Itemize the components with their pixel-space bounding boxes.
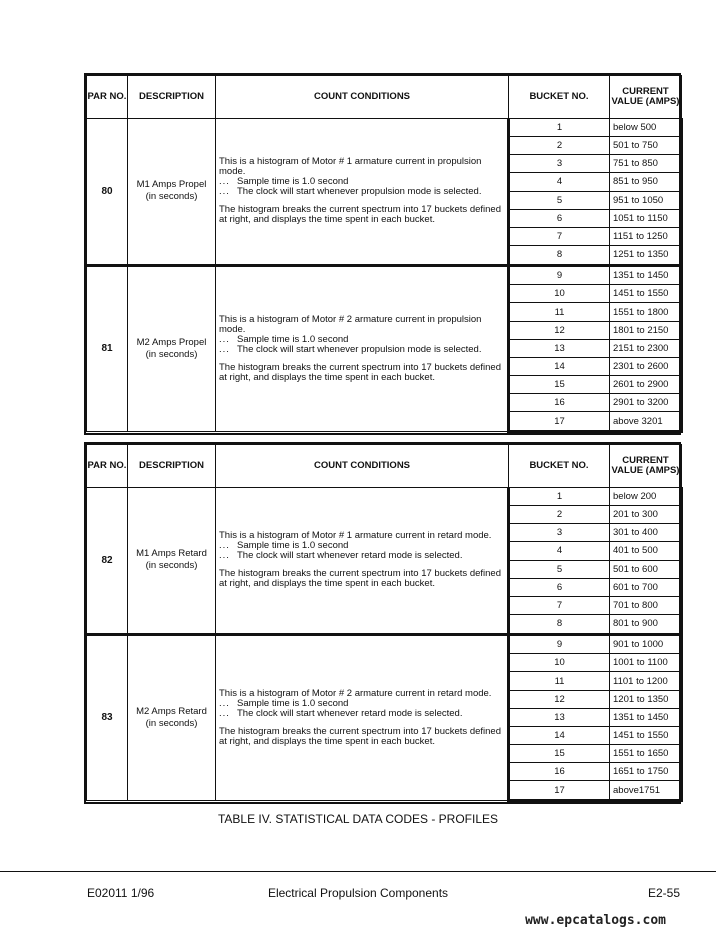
bucket-number: 6 <box>509 209 610 227</box>
bullet-marker: ... <box>219 697 230 709</box>
bullet-marker: ... <box>219 550 230 562</box>
current-value: 1451 to 1550 <box>610 726 682 744</box>
bucket-number: 11 <box>509 303 610 321</box>
bucket-number: 12 <box>509 321 610 339</box>
condition-description: The histogram breaks the current spectrum into 17 buckets defined at right, and displays the time spent in each bucket. <box>219 725 501 747</box>
bullet-marker: ... <box>219 176 230 188</box>
bucket-number: 3 <box>509 524 610 542</box>
description-cell <box>128 488 216 635</box>
current-value: 1151 to 1250 <box>610 227 682 245</box>
footer-document-code: E02011 1/96 <box>87 886 155 900</box>
table-body <box>87 488 682 801</box>
header-count-conditions: COUNT CONDITIONS <box>216 445 509 488</box>
current-value: 1351 to 1450 <box>610 265 682 285</box>
description-unit: (in seconds) <box>145 717 198 729</box>
condition-intro: This is a histogram of Motor # 2 armature current in retard mode. <box>219 687 492 699</box>
bucket-number: 2 <box>509 137 610 155</box>
condition-bullet: ... Sample time is 1.0 second <box>219 176 349 188</box>
condition-intro: This is a histogram of Motor # 2 armature current in propulsion mode. <box>219 313 482 335</box>
footer-page-number: E2-55 <box>647 886 680 900</box>
bucket-number: 11 <box>509 672 610 690</box>
description-name: M2 Amps Retard <box>136 705 207 717</box>
bucket-number: 16 <box>509 394 610 412</box>
description-name: M1 Amps Propel <box>136 179 207 191</box>
par-number: 80 <box>87 119 128 266</box>
bullet-marker: ... <box>219 186 230 198</box>
condition-description: The histogram breaks the current spectrum into 17 buckets defined at right, and displays the time spent in each bucket. <box>219 204 501 226</box>
header-count-conditions: COUNT CONDITIONS <box>216 76 509 119</box>
bucket-number: 7 <box>509 227 610 245</box>
footer-title: Electrical Propulsion Components <box>267 886 449 900</box>
current-value: 601 to 700 <box>610 578 682 596</box>
current-value: above1751 <box>610 781 682 801</box>
current-value: 1051 to 1150 <box>610 209 682 227</box>
bucket-number: 16 <box>509 763 610 781</box>
bucket-number: 12 <box>509 690 610 708</box>
description-cell <box>128 265 216 431</box>
header-description: DESCRIPTION <box>128 445 216 488</box>
count-conditions-cell <box>216 119 509 266</box>
bucket-number: 10 <box>509 654 610 672</box>
profiles-table-2 <box>84 442 681 804</box>
condition-intro: This is a histogram of Motor # 1 armature current in retard mode. <box>219 530 492 542</box>
table-body <box>87 119 682 432</box>
condition-bullet: ... The clock will start whenever propulsion mode is selected. <box>219 186 482 198</box>
bucket-number: 14 <box>509 357 610 375</box>
table-row <box>87 119 682 137</box>
current-value: 2301 to 2600 <box>610 357 682 375</box>
header-bucket-no: BUCKET NO. <box>509 76 610 119</box>
bucket-number: 9 <box>509 265 610 285</box>
current-value: 1201 to 1350 <box>610 690 682 708</box>
current-value: 2151 to 2300 <box>610 339 682 357</box>
bucket-number: 5 <box>509 191 610 209</box>
condition-bullet: ... The clock will start whenever retard mode is selected. <box>219 550 463 562</box>
bucket-number: 8 <box>509 245 610 265</box>
current-value: 1551 to 1650 <box>610 745 682 763</box>
current-value: 401 to 500 <box>610 542 682 560</box>
current-value: 201 to 300 <box>610 506 682 524</box>
bucket-number: 7 <box>509 596 610 614</box>
bullet-marker: ... <box>219 333 230 345</box>
condition-description: The histogram breaks the current spectrum into 17 buckets defined at right, and displays the time spent in each bucket. <box>219 568 501 590</box>
current-value: 1101 to 1200 <box>610 672 682 690</box>
current-value: 751 to 850 <box>610 155 682 173</box>
current-value: 1651 to 1750 <box>610 763 682 781</box>
header-par: PAR NO. <box>87 76 128 119</box>
bucket-number: 10 <box>509 285 610 303</box>
condition-description: The histogram breaks the current spectrum into 17 buckets defined at right, and displays the time spent in each bucket. <box>219 361 501 383</box>
current-value: 501 to 750 <box>610 137 682 155</box>
bucket-number: 5 <box>509 560 610 578</box>
bucket-number: 4 <box>509 542 610 560</box>
current-value: below 200 <box>610 488 682 506</box>
bullet-marker: ... <box>219 707 230 719</box>
current-value: 2601 to 2900 <box>610 376 682 394</box>
bucket-number: 17 <box>509 412 610 432</box>
current-value: 1351 to 1450 <box>610 708 682 726</box>
bucket-number: 9 <box>509 634 610 654</box>
bucket-number: 17 <box>509 781 610 801</box>
current-value: 2901 to 3200 <box>610 394 682 412</box>
bucket-number: 13 <box>509 339 610 357</box>
current-value: 701 to 800 <box>610 596 682 614</box>
header-description: DESCRIPTION <box>128 76 216 119</box>
description-unit: (in seconds) <box>145 560 198 572</box>
count-conditions-cell <box>216 265 509 431</box>
description-cell <box>128 634 216 800</box>
bullet-marker: ... <box>219 540 230 552</box>
bucket-number: 4 <box>509 173 610 191</box>
condition-bullet: ... Sample time is 1.0 second <box>219 540 349 552</box>
bucket-number: 15 <box>509 376 610 394</box>
current-value: 801 to 900 <box>610 614 682 634</box>
condition-bullet: ... The clock will start whenever propulsion mode is selected. <box>219 343 482 355</box>
condition-intro: This is a histogram of Motor # 1 armature current in propulsion mode. <box>219 156 482 178</box>
table-header-row <box>87 76 682 119</box>
table-caption: TABLE IV. STATISTICAL DATA CODES - PROFILES <box>217 812 499 826</box>
footer-divider <box>0 871 716 872</box>
bucket-number: 2 <box>509 506 610 524</box>
bucket-number: 1 <box>509 119 610 137</box>
par-number: 81 <box>87 265 128 431</box>
current-value: 951 to 1050 <box>610 191 682 209</box>
current-value: 1251 to 1350 <box>610 245 682 265</box>
bucket-number: 14 <box>509 726 610 744</box>
header-current-value: CURRENT VALUE (AMPS) <box>610 445 682 488</box>
current-value: 901 to 1000 <box>610 634 682 654</box>
header-bucket-no: BUCKET NO. <box>509 445 610 488</box>
bucket-number: 6 <box>509 578 610 596</box>
current-value: 1001 to 1100 <box>610 654 682 672</box>
condition-bullet: ... The clock will start whenever retard mode is selected. <box>219 707 463 719</box>
header-par: PAR NO. <box>87 445 128 488</box>
description-unit: (in seconds) <box>145 191 198 203</box>
par-number: 82 <box>87 488 128 635</box>
description-cell <box>128 119 216 266</box>
count-conditions-cell <box>216 488 509 635</box>
description-unit: (in seconds) <box>145 348 198 360</box>
table-row <box>87 634 682 654</box>
header-current-value: CURRENT VALUE (AMPS) <box>610 76 682 119</box>
bucket-number: 3 <box>509 155 610 173</box>
current-value: 501 to 600 <box>610 560 682 578</box>
bucket-number: 8 <box>509 614 610 634</box>
count-conditions-cell <box>216 634 509 800</box>
table-row <box>87 265 682 285</box>
current-value: 1551 to 1800 <box>610 303 682 321</box>
table-row <box>87 488 682 506</box>
description-name: M2 Amps Propel <box>136 336 207 348</box>
condition-bullet: ... Sample time is 1.0 second <box>219 333 349 345</box>
current-value: 1451 to 1550 <box>610 285 682 303</box>
bucket-number: 15 <box>509 745 610 763</box>
current-value: below 500 <box>610 119 682 137</box>
table-header-row <box>87 445 682 488</box>
condition-bullet: ... Sample time is 1.0 second <box>219 697 349 709</box>
bucket-number: 13 <box>509 708 610 726</box>
bucket-number: 1 <box>509 488 610 506</box>
description-name: M1 Amps Retard <box>136 548 207 560</box>
bullet-marker: ... <box>219 343 230 355</box>
current-value: above 3201 <box>610 412 682 432</box>
current-value: 1801 to 2150 <box>610 321 682 339</box>
par-number: 83 <box>87 634 128 800</box>
profiles-table-1 <box>84 73 681 435</box>
watermark-url: www.epcatalogs.com <box>525 913 666 928</box>
current-value: 851 to 950 <box>610 173 682 191</box>
current-value: 301 to 400 <box>610 524 682 542</box>
